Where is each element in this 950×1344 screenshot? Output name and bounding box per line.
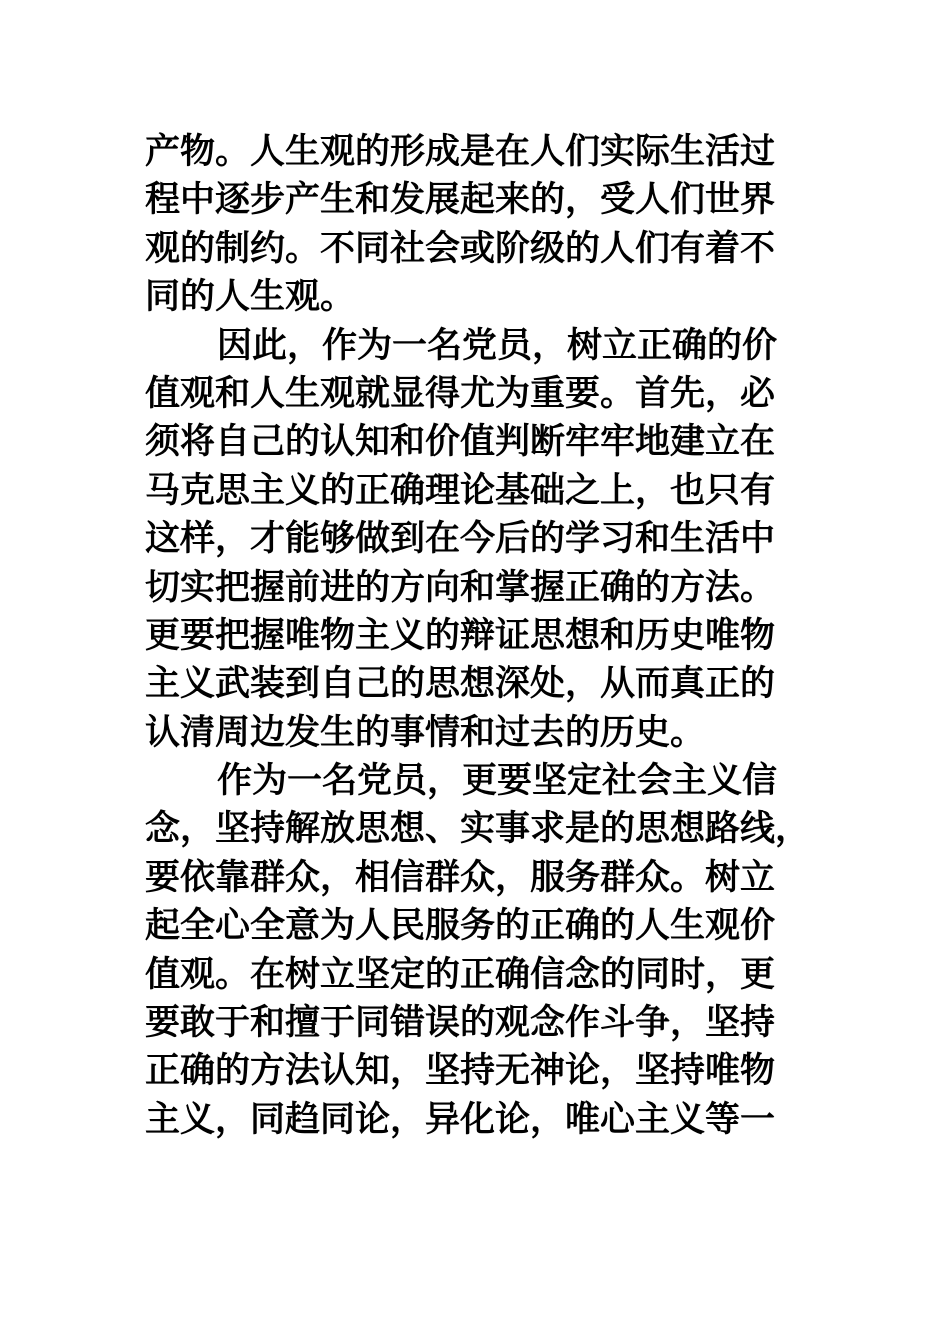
text-line: 须将自己的认知和价值判断牢牢地建立在 <box>145 422 776 463</box>
text-line: 更要把握唯物主义的辩证思想和历史唯物 <box>145 615 776 656</box>
text-line: 马克思主义的正确理论基础之上，也只有 <box>145 470 776 511</box>
text-line: 要敢于和擅于同错误的观念作斗争，坚持 <box>145 1003 776 1044</box>
text-line: 值观和人生观就显得尤为重要。首先，必 <box>145 373 776 414</box>
body-text <box>145 128 811 1144</box>
text-line: 主义武装到自己的思想深处，从而真正的 <box>145 664 776 705</box>
text-line: 念，坚持解放思想、实事求是的思想路线， <box>145 809 811 850</box>
text-line: 要依靠群众，相信群众，服务群众。树立 <box>145 857 776 898</box>
text-line: 切实把握前进的方向和掌握正确的方法。 <box>145 567 776 608</box>
text-line: 观的制约。不同社会或阶级的人们有着不 <box>145 228 776 269</box>
text-line: 同的人生观。 <box>145 277 356 318</box>
text-line: 起全心全意为人民服务的正确的人生观价 <box>145 906 776 947</box>
text-line: 这样，才能够做到在今后的学习和生活中 <box>145 519 776 560</box>
text-line: 认清周边发生的事情和过去的历史。 <box>145 712 706 753</box>
text-line: 程中逐步产生和发展起来的，受人们世界 <box>145 180 776 221</box>
text-line: 主义，同趋同论，异化论，唯心主义等一 <box>145 1099 776 1140</box>
text-line: 正确的方法认知，坚持无神论，坚持唯物 <box>145 1051 776 1092</box>
paragraph-first-line: 作为一名党员，更要坚定社会主义信 <box>217 761 778 802</box>
text-line: 值观。在树立坚定的正确信念的同时，更 <box>145 954 776 995</box>
paragraph-first-line: 因此，作为一名党员，树立正确的价 <box>217 325 778 366</box>
text-line: 产物。人生观的形成是在人们实际生活过 <box>145 132 776 172</box>
